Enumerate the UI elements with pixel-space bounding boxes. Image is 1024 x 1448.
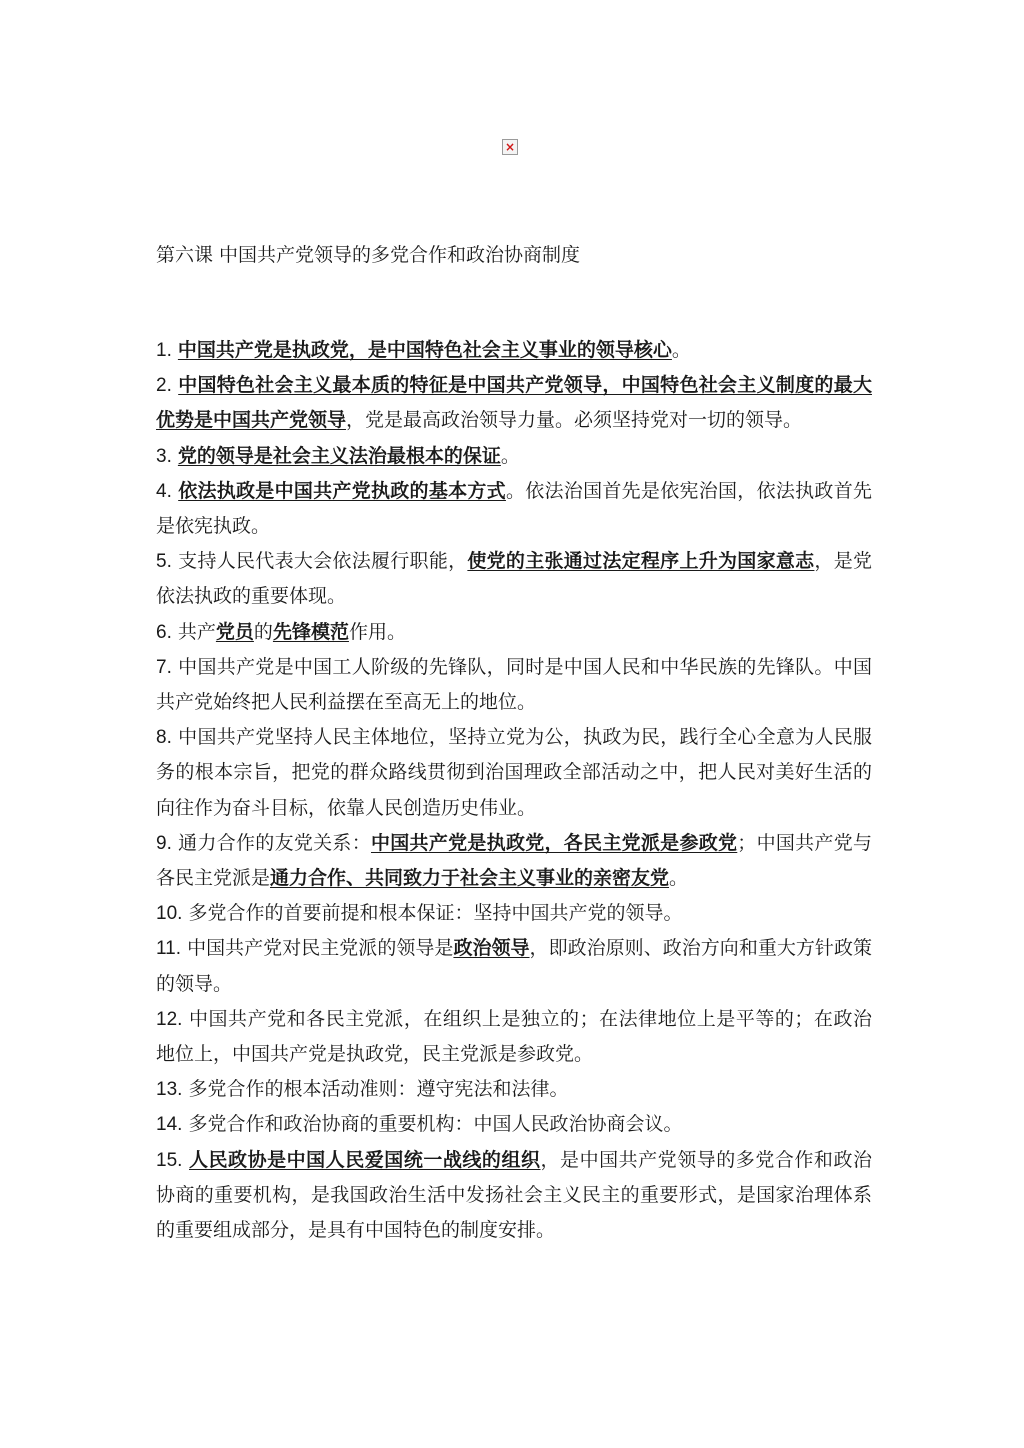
item-text: ；中国共产党与各民主党派是 — [156, 831, 872, 890]
key-phrase: 使党的主张通过法定程序上升为国家意志 — [467, 550, 815, 573]
item-text: 通力合作的友党关系： — [171, 831, 371, 854]
list-item — [156, 615, 872, 650]
list-item — [156, 1002, 872, 1072]
item-number: 14. — [156, 1114, 183, 1136]
key-phrase: 党的领导是社会主义法治最根本的保证 — [177, 444, 501, 467]
list-item — [156, 1107, 872, 1142]
list-item — [156, 474, 872, 544]
item-text: 中国共产党是中国工人阶级的先锋队，同时是中国人民和中华民族的先锋队。中国共产党始终把人民利益摆在至高无上的地位。 — [156, 655, 872, 714]
key-phrase: 中国特色社会主义最本质的特征是中国共产党领导，中国特色社会主义制度的最大优势是中国共产党领导 — [156, 374, 872, 432]
item-text: 中国共产党坚持人民主体地位，坚持立党为公，执政为民，践行全心全意为人民服务的根本宗旨，把党的群众路线贯彻到治国理政全部活动之中，把人民对美好生活的向往作为奋斗目标，依靠人民创造历史伟业。 — [156, 726, 872, 819]
item-number: 8. — [156, 727, 172, 749]
list-item — [156, 439, 872, 474]
item-number: 4. — [156, 480, 172, 502]
key-phrase: 人民政协是中国人民爱国统一战线的组织 — [189, 1148, 541, 1171]
list-item — [156, 1143, 872, 1249]
item-text: ，党是最高政治领导力量。必须坚持党对一切的领导。 — [346, 409, 803, 432]
item-number: 15. — [156, 1149, 183, 1171]
item-text: ，是党依法执政的重要体现。 — [156, 550, 872, 608]
item-text: 的 — [253, 620, 273, 643]
list-item — [156, 720, 872, 826]
list-item — [156, 333, 872, 368]
item-number: 5. — [156, 551, 172, 573]
list-item — [156, 1072, 872, 1107]
key-phrase: 中国共产党是执政党，各民主党派是参政党 — [370, 831, 738, 854]
item-number: 10. — [156, 903, 183, 925]
key-phrase: 党员 — [215, 620, 254, 643]
key-phrase: 政治领导 — [453, 937, 530, 960]
item-text: 多党合作的根本活动准则：遵守宪法和法律。 — [182, 1078, 569, 1101]
broken-image-icon: × — [502, 139, 518, 155]
item-text: 多党合作的首要前提和根本保证：坚持中国共产党的领导。 — [182, 902, 683, 925]
key-phrase: 通力合作、共同致力于社会主义事业的亲密友党 — [270, 867, 670, 890]
key-phrase: 中国共产党是执政党，是中国特色社会主义事业的领导核心 — [177, 339, 672, 361]
item-number: 12. — [156, 1008, 183, 1030]
item-number: 1. — [156, 340, 172, 361]
item-text: 中国共产党和各民主党派，在组织上是独立的；在法律地位上是平等的；在政治地位上，中国共产党是执政党，民主党派是参政党。 — [156, 1007, 872, 1066]
item-number: 3. — [156, 445, 172, 467]
item-text: 。 — [669, 867, 689, 890]
item-text: 。依法治国首先是依宪治国，依法执政首先是依宪执政。 — [156, 479, 872, 538]
key-phrase: 先锋模范 — [272, 620, 349, 643]
lesson-title: 第六课 中国共产党领导的多党合作和政治协商制度 — [156, 244, 581, 266]
list-item — [156, 931, 872, 1001]
item-number: 6. — [156, 621, 172, 643]
list-item — [156, 826, 872, 896]
item-text: 中国共产党对民主党派的领导是 — [181, 937, 454, 960]
item-number: 13. — [156, 1079, 183, 1101]
item-text — [182, 1149, 189, 1171]
item-text: 共产 — [171, 620, 216, 643]
item-text: ，即政治原则、政治方向和重大方针政策的领导。 — [156, 937, 872, 995]
item-text: ，是中国共产党领导的多党合作和政治协商的重要机构，是我国政治生活中发扬社会主义民主的重要形式，是国家治理体系的重要组成部分，是具有中国特色的制度安排。 — [156, 1148, 872, 1242]
list-item — [156, 650, 872, 720]
item-number: 11. — [156, 938, 182, 960]
list-item — [156, 896, 872, 931]
key-phrase: 依法执政是中国共产党执政的基本方式 — [178, 479, 506, 502]
item-number: 2. — [156, 375, 172, 397]
list-item — [156, 544, 872, 614]
item-text: 。 — [500, 444, 520, 467]
item-text: 多党合作和政治协商的重要机构：中国人民政治协商会议。 — [182, 1113, 683, 1136]
item-number: 9. — [156, 832, 172, 854]
item-text: 。 — [671, 339, 691, 361]
key-points-list — [156, 333, 872, 1248]
item-number: 7. — [156, 656, 172, 678]
item-text: 作用。 — [348, 620, 406, 643]
list-item — [156, 368, 872, 438]
item-text: 支持人民代表大会依法履行职能， — [171, 550, 468, 573]
